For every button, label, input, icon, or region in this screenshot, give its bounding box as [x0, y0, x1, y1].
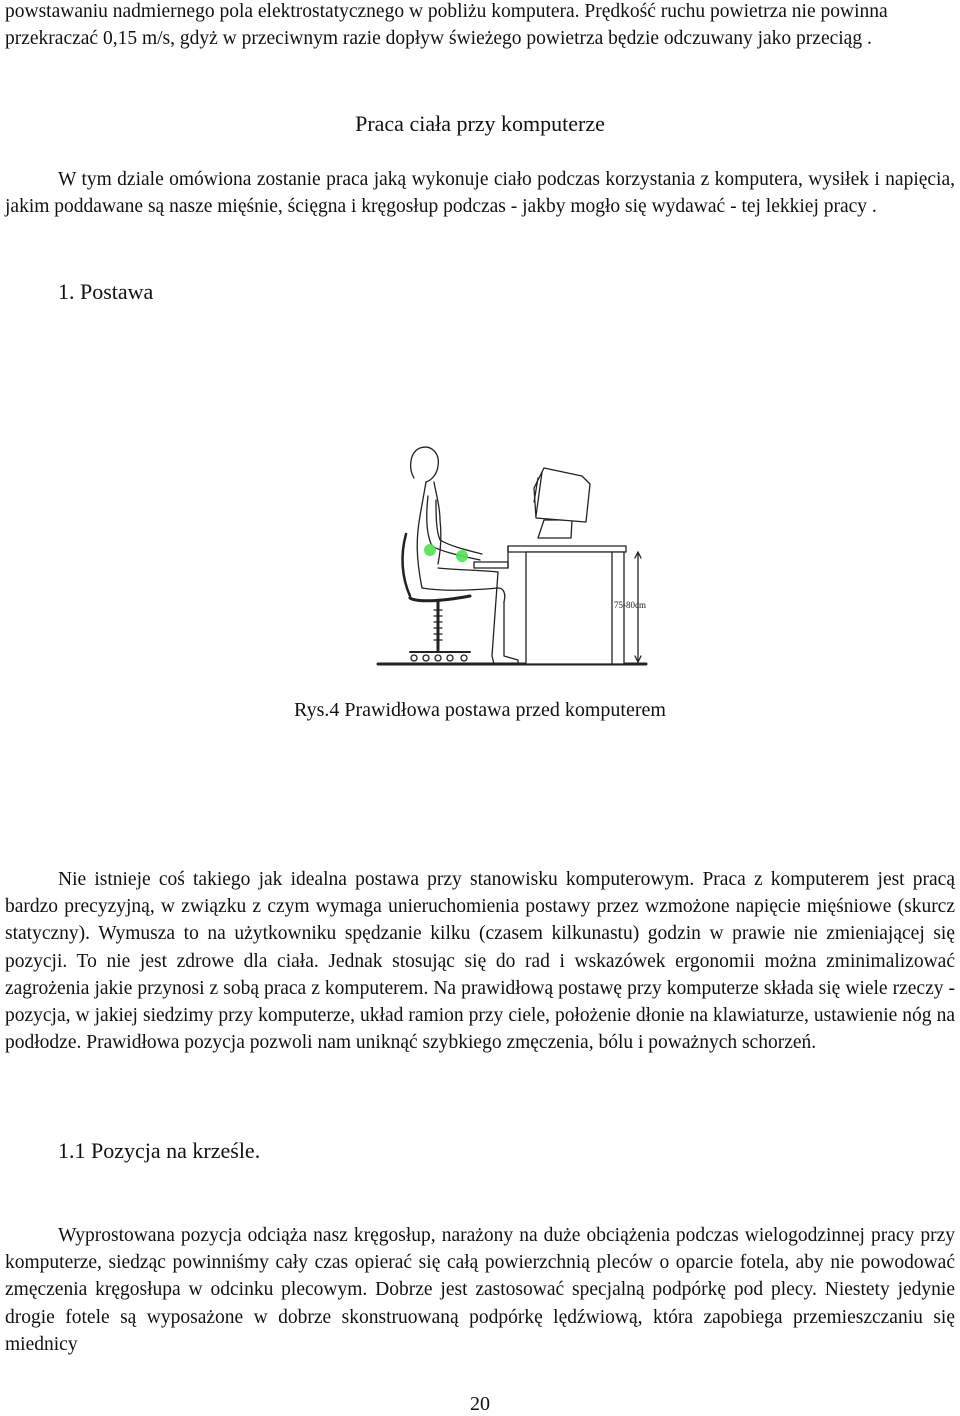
desk-top — [508, 546, 626, 552]
heading-pozycja-na-krzesle: 1.1 Pozycja na krześle. — [58, 1138, 261, 1163]
page-number: 20 — [470, 1393, 490, 1415]
human-back — [417, 482, 426, 588]
posture-illustration — [376, 438, 656, 670]
intro-paragraph: powstawaniu nadmiernego pola elektrostatycznego w pobliżu komputera. Prędkość ruchu powietrza nie powinna przekraczać 0,15 m/s, gdyż w przeciwnym razie dopływ świeżego powietrza będzie odczuwany jako przeciąg . — [5, 1, 888, 50]
monitor-stand — [538, 520, 572, 538]
paragraph-posture: Nie istnieje coś takiego jak idealna postawa przy stanowisku komputerowym. Praca z komputerem jest pracą bardzo precyzyjną, w związku z czym wymaga unieruchomienia postawy przez wzmożone napięcie mięśniowe (skurcz statyczny). Wymusza to na użytkowniku spędzanie kilku (czasem kilkunastu) godzin w prawie nie zmieniającej się pozycji. To nie jest zdrowe dla ciała. Jednak stosując się do rad i wskazówek ergonomii można zminimalizować zagrożenia jakie przynosi z sobą praca z komputerem. Na prawidłową postawę przy komputerze składa się wiele rzeczy - pozycja, w jakiej siedzimy przy komputerze, układ ramion przy ciele, położenie dłonie na klawiaturze, ustawienie nóg na podłodze. Prawidłowa pozycja pozwoli nam uniknąć szybkiego zmęczenia, bólu i poważnych schorzeń. — [5, 869, 955, 1054]
section-title: Praca ciała przy komputerze — [355, 111, 605, 136]
paragraph-chair-position: Wyprostowana pozycja odciąża nasz kręgosłup, narażony na duże obciążenia podczas wielogodzinnej pracy przy komputerze, siedząc powinniśmy cały czas opierać się całą powierzchnią pleców o oparcie fotela, aby nie powodować zmęczenia kręgosłupa w odcinku plecowym. Dobrze jest zastosować specjalną podpórkę pod plecy. Niestety jedynie drogie fotele są wyposażone w dobrze skonstruowaną podpórkę lędźwiową, która zapobiega przemieszczaniu się miednicy — [5, 1225, 955, 1355]
monitor-body — [534, 468, 590, 522]
desk-body — [526, 552, 624, 664]
chair-seat — [410, 596, 470, 601]
figure-caption: Rys.4 Prawidłowa postawa przed komputerem — [294, 699, 666, 721]
posture-figure — [376, 438, 656, 670]
chair-backrest — [403, 534, 410, 596]
human-head — [411, 447, 439, 482]
section-intro-paragraph: W tym dziale omówiona zostanie praca jaką wykonuje ciało podczas korzystania z komputera, wysiłek i napięcia, jakim poddawane są nasze mięśnie, ścięgna i kręgosłup podczas - jakby mogło się wydawać - tej lekkiej pracy . — [5, 169, 955, 218]
wrist-highlight — [456, 550, 468, 562]
elbow-highlight — [424, 544, 436, 556]
human-leg — [494, 602, 518, 664]
keyboard — [474, 562, 508, 568]
height-label: 75-80cm — [614, 600, 646, 610]
heading-postawa: 1. Postawa — [58, 279, 154, 304]
